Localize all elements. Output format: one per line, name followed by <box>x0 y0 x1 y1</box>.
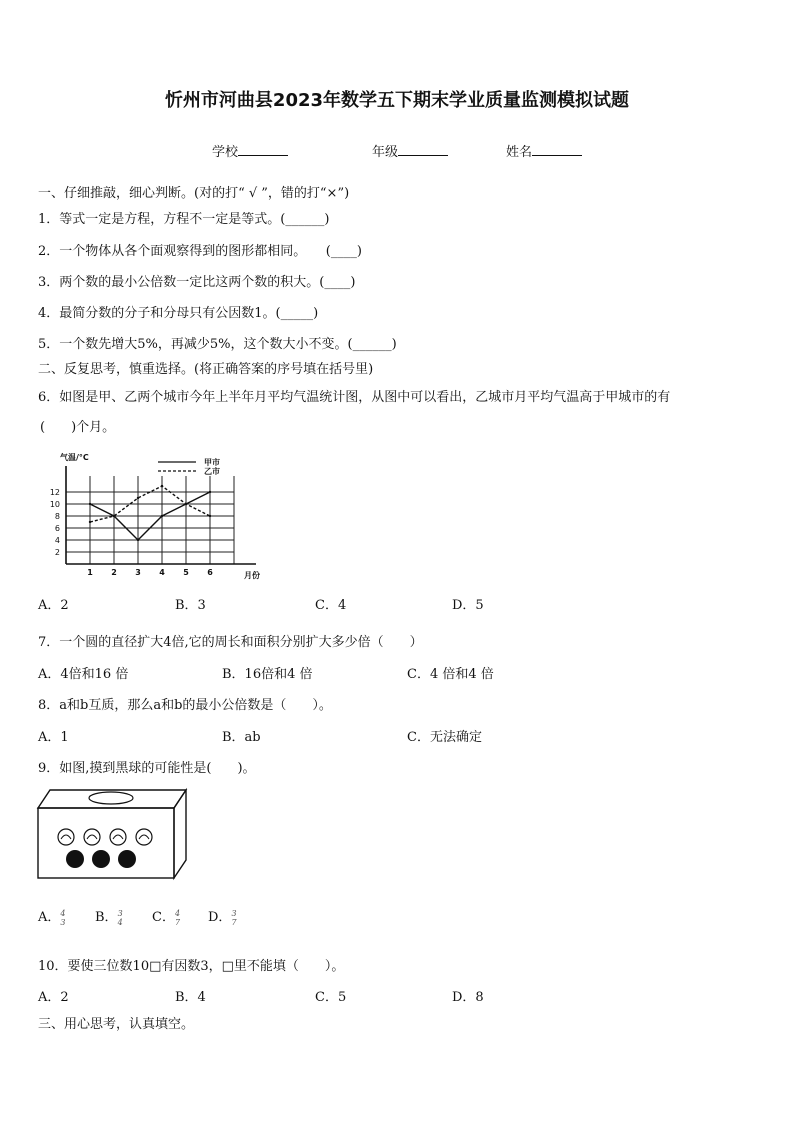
question-6-line1: 6．如图是甲、乙两个城市今年上半年月平均气温统计图，从图中可以看出，乙城市月平均气温高于甲城市的有 <box>38 390 671 405</box>
section2-heading: 二、反复思考，慎重选择。(将正确答案的序号填在括号里) <box>38 362 374 377</box>
data-point <box>161 515 163 517</box>
black-ball <box>118 850 136 868</box>
black-ball <box>92 850 110 868</box>
grade-label: 年级 <box>372 145 399 160</box>
q7-option-b[interactable]: B．16倍和4 倍 <box>222 667 313 682</box>
data-point <box>137 497 139 499</box>
section1-heading: 一、仔细推敲，细心判断。(对的打“ √ ”，错的打“×”) <box>38 186 350 201</box>
section3-heading: 三、用心思考，认真填空。 <box>38 1017 195 1032</box>
school-field[interactable] <box>212 141 288 160</box>
x-tick-label: 1 <box>87 568 93 577</box>
q9-option-c-label: C． <box>152 910 175 925</box>
q9-option-a-label: A． <box>38 910 61 925</box>
school-label: 学校 <box>212 145 239 160</box>
question-10: 10．要使三位数10□有因数3，□里不能填（ ）。 <box>38 959 345 974</box>
question-7: 7．一个圆的直径扩大4倍,它的周长和面积分别扩大多少倍（ ） <box>38 635 423 650</box>
question-9: 9．如图,摸到黑球的可能性是( )。 <box>38 761 256 776</box>
page-title: 忻州市河曲县2023年数学五下期末学业质量监测模拟试题 <box>164 90 630 111</box>
data-point <box>185 503 187 505</box>
q10-option-d[interactable]: D．8 <box>452 990 484 1005</box>
q10-option-a[interactable]: A．2 <box>38 990 69 1005</box>
temperature-chart <box>38 442 298 582</box>
y-tick-label: 4 <box>54 536 60 545</box>
question-8: 8．a和b互质，那么a和b的最小公倍数是（ ）。 <box>38 698 332 713</box>
x-tick-label: 2 <box>111 568 117 577</box>
question-5: 5．一个数先增大5%，再减少5%，这个数大小不变。(______) <box>38 337 397 352</box>
q9-option-c[interactable] <box>152 906 180 927</box>
q9-option-d-label: D． <box>208 910 232 925</box>
grade-field[interactable] <box>372 141 448 160</box>
question-3: 3．两个数的最小公倍数一定比这两个数的积大。(____) <box>38 275 356 290</box>
y-tick-label: 6 <box>54 524 60 533</box>
x-tick-label: 4 <box>159 568 165 577</box>
q7-option-c[interactable]: C．4 倍和4 倍 <box>407 667 494 682</box>
fraction: 4 7 <box>174 908 181 927</box>
white-ball <box>136 829 152 845</box>
x-tick-label: 3 <box>135 568 141 577</box>
box-front <box>38 808 174 878</box>
y-tick-label: 10 <box>49 500 60 509</box>
q10-option-c[interactable]: C．5 <box>315 990 347 1005</box>
q6-option-c[interactable]: C．4 <box>315 598 347 613</box>
q6-option-a[interactable]: A．2 <box>38 598 69 613</box>
ball-box-figure <box>36 786 188 882</box>
y-tick-label: 8 <box>54 512 60 521</box>
data-point <box>89 521 91 523</box>
q8-option-a[interactable]: A．1 <box>38 730 69 745</box>
box-side <box>174 790 186 878</box>
y-tick-label: 12 <box>49 488 60 497</box>
legend-label: 甲市 <box>204 458 220 467</box>
name-field[interactable] <box>506 141 582 160</box>
data-point <box>209 491 211 493</box>
fraction: 3 7 <box>231 908 237 927</box>
x-axis-label: 月份 <box>244 571 260 580</box>
legend-label: 乙市 <box>204 467 220 476</box>
chart-series <box>89 485 211 541</box>
data-point <box>137 539 139 541</box>
question-6-line2: ( )个月。 <box>40 420 116 435</box>
q10-option-b[interactable]: B．4 <box>175 990 206 1005</box>
white-ball <box>58 829 74 845</box>
box-opening <box>89 792 133 804</box>
q9-option-b[interactable] <box>95 906 123 927</box>
name-label: 姓名 <box>506 145 533 160</box>
q6-option-b[interactable]: B．3 <box>175 598 206 613</box>
q8-option-b[interactable]: B．ab <box>222 730 261 745</box>
white-ball <box>84 829 100 845</box>
black-ball <box>66 850 84 868</box>
data-point <box>209 515 211 517</box>
q9-option-d[interactable] <box>208 906 237 927</box>
q9-option-b-label: B． <box>95 910 118 925</box>
box-top <box>38 790 186 808</box>
question-4: 4．最简分数的分子和分母只有公因数1。(_____) <box>38 306 319 321</box>
question-2: 2．一个物体从各个面观察得到的图形都相同。 (____) <box>38 244 362 259</box>
data-point <box>89 503 91 505</box>
q8-option-c[interactable]: C．无法确定 <box>407 730 482 745</box>
data-point <box>113 515 115 517</box>
fraction: 3 4 <box>117 908 123 927</box>
x-tick-label: 5 <box>183 568 189 577</box>
fraction: 4 3 <box>60 908 66 927</box>
y-tick-label: 2 <box>54 548 60 557</box>
q7-option-a[interactable]: A．4倍和16 倍 <box>38 667 129 682</box>
chart-grid <box>66 466 256 564</box>
balls <box>58 829 152 868</box>
y-axis-label: 气温/°C <box>60 453 89 462</box>
data-point <box>161 485 163 487</box>
question-1: 1．等式一定是方程，方程不一定是等式。(______) <box>38 212 330 227</box>
q6-option-d[interactable]: D．5 <box>452 598 484 613</box>
x-tick-label: 6 <box>207 568 213 577</box>
white-ball <box>110 829 126 845</box>
q9-option-a[interactable] <box>38 906 65 927</box>
